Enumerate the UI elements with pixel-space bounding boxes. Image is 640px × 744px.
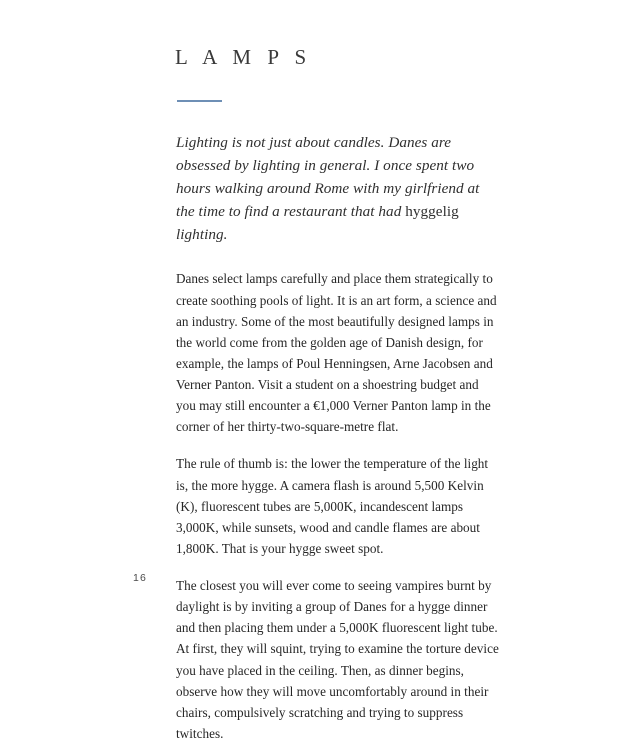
- body-paragraph-2: The rule of thumb is: the lower the temperature of the light is, the more hygge. A camera flash is around 5,500 Kelvin (K), fluorescent tubes are 5,000K, incandescent lamps 3,000K, while sunsets, wood and candle flames are about 1,800K. That is your hygge sweet spot.: [176, 456, 489, 556]
- intro-emphasis-word: hyggelig: [405, 203, 459, 221]
- title-divider: [177, 100, 222, 102]
- intro-text-part-two: lighting.: [176, 226, 228, 244]
- page-title: L A M P S: [175, 45, 312, 69]
- body-paragraph-3: The closest you will ever come to seeing vampires burnt by daylight is by inviting a group of Danes for a hygge dinner and then placing them under a 5,000K fluorescent light tube. At first, they will squint, trying to examine the torture device you have placed in the ceiling. Then, as dinner begins, observe how they will move uncomfortably around in their chairs, compulsively scratching and trying to suppress twitches.: [176, 578, 499, 741]
- intro-text-part-one: Lighting is not just about candles. Danes are obsessed by lighting in general. I once spent two hours walking around Rome with my girlfriend at the time to find a restaurant that had: [176, 134, 480, 221]
- body-paragraph-1: Danes select lamps carefully and place them strategically to create soothing pools of light. It is an art form, a science and an industry. Some of the most beautifully designed lamps in the world come from the golden age of Danish design, for example, the lamps of Poul Henningsen, Arne Jacobsen and Verner Panton. Visit a student on a shoestring budget and you may still encounter a €1,000 Verner Panton lamp in the corner of her thirty-two-square-metre flat.: [176, 271, 497, 435]
- page-number: 16: [133, 572, 148, 584]
- page-content: [176, 131, 500, 744]
- intro-paragraph: [176, 131, 500, 246]
